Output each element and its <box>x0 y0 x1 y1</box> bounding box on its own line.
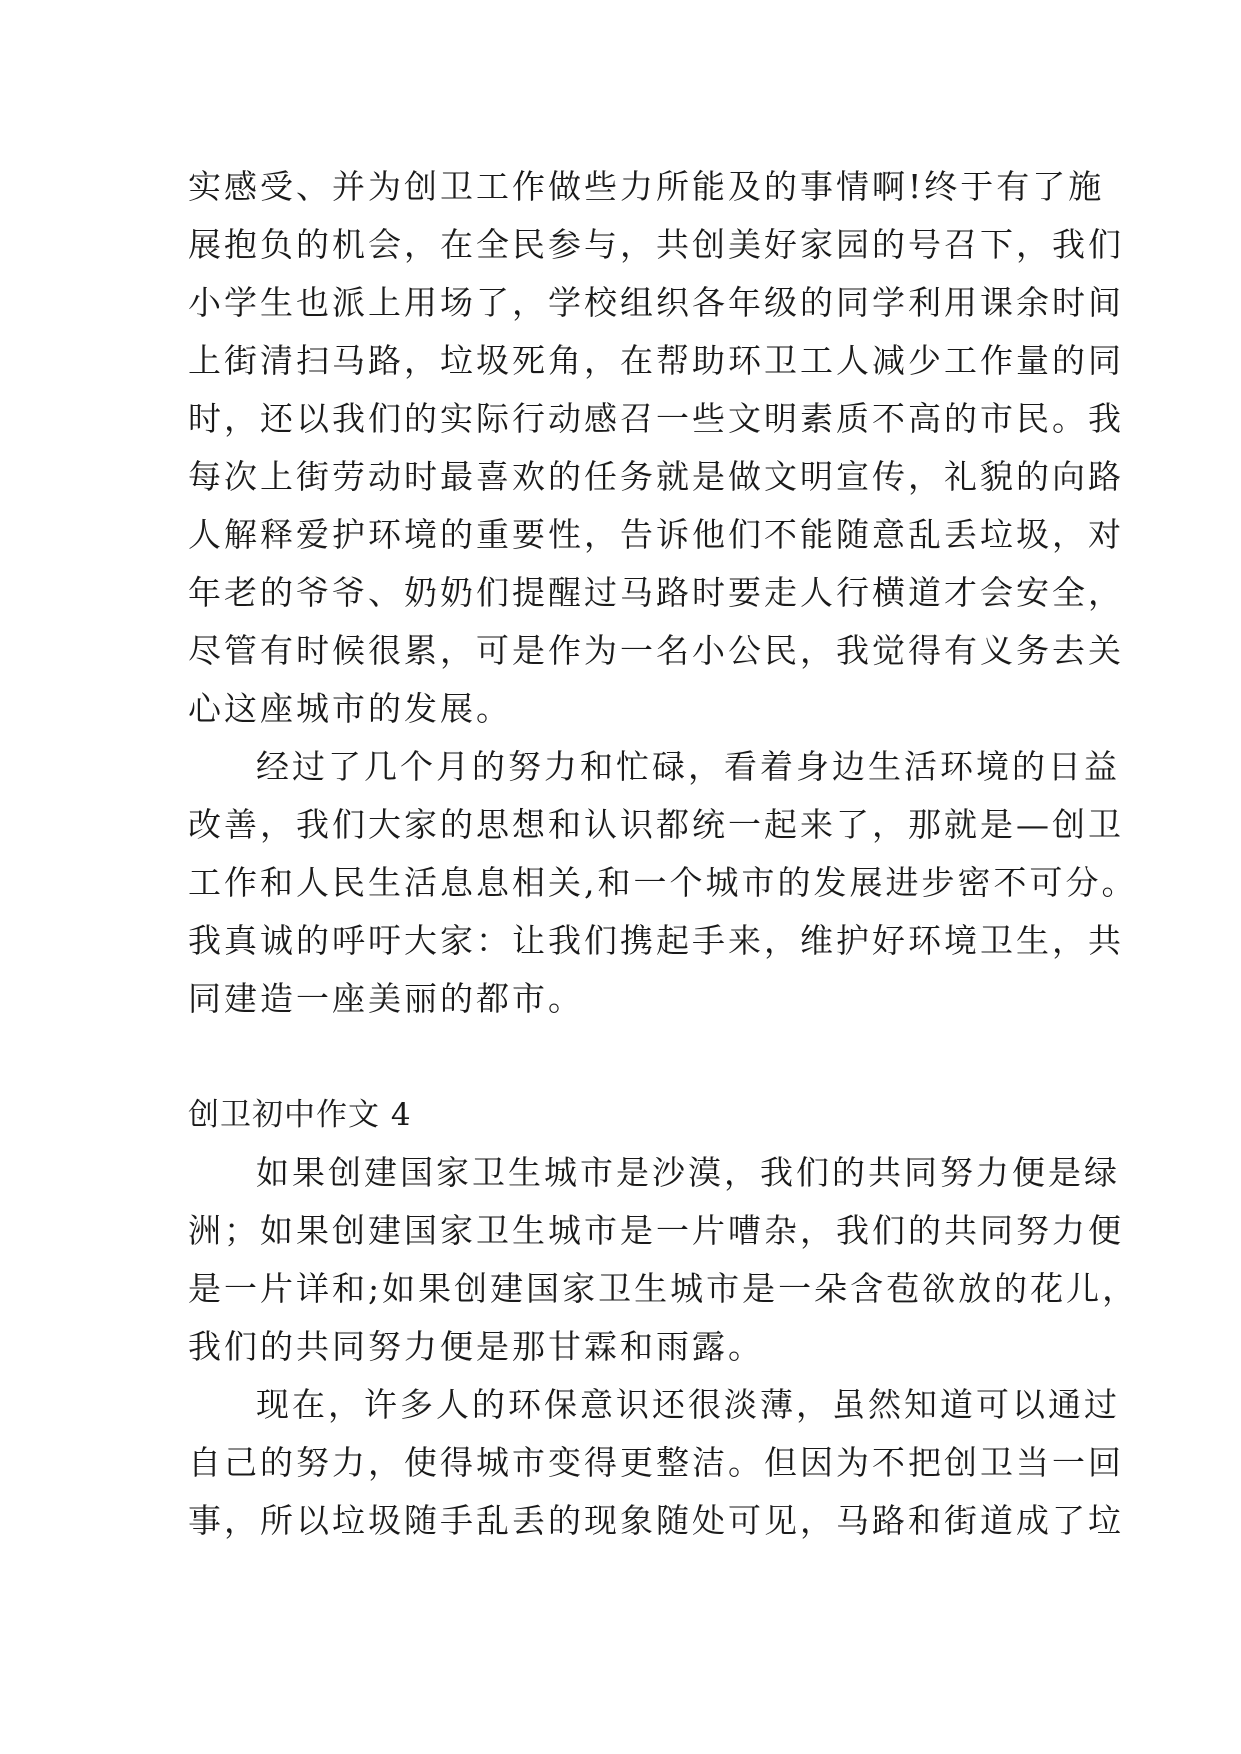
document-page <box>188 158 1139 1550</box>
text-line: 经过了几个月的努力和忙碌，看着身边生活环境的日益 <box>256 747 1120 786</box>
text-line: 是一片详和;如果创建国家卫生城市是一朵含苞欲放的花儿， <box>188 1269 1139 1308</box>
text-line: 年老的爷爷、奶奶们提醒过马路时要走人行横道才会安全， <box>188 573 1124 612</box>
paragraph-4 <box>188 1376 1124 1550</box>
text-line: 每次上街劳动时最喜欢的任务就是做文明宣传，礼貌的向路 <box>188 457 1124 496</box>
text-line: 小学生也派上用场了，学校组织各年级的同学利用课余时间 <box>188 283 1124 322</box>
text-line: 人解释爱护环境的重要性，告诉他们不能随意乱丢垃圾，对 <box>188 515 1124 554</box>
text-line: 自己的努力，使得城市变得更整洁。但因为不把创卫当一回 <box>188 1443 1124 1482</box>
text-line: 工作和人民生活息息相关,和一个城市的发展进步密不可分。 <box>188 863 1138 902</box>
text-line: 同建造一座美丽的都市。 <box>188 979 584 1018</box>
text-line: 我真诚的呼吁大家：让我们携起手来，维护好环境卫生，共 <box>188 921 1124 960</box>
paragraph-2 <box>188 738 1138 1028</box>
text-line: 展抱负的机会，在全民参与，共创美好家园的号召下，我们 <box>188 225 1124 264</box>
text-line: 尽管有时候很累，可是作为一名小公民，我觉得有义务去关 <box>188 631 1124 670</box>
text-line: 时，还以我们的实际行动感召一些文明素质不高的市民。我 <box>188 399 1124 438</box>
text-line: 如果创建国家卫生城市是沙漠，我们的共同努力便是绿 <box>256 1153 1120 1192</box>
text-line: 改善，我们大家的思想和认识都统一起来了，那就是—创卫 <box>188 805 1124 844</box>
text-line: 现在，许多人的环保意识还很淡薄，虽然知道可以通过 <box>256 1385 1120 1424</box>
section-heading: 创卫初中作文 4 <box>188 1097 412 1133</box>
text-line: 我们的共同努力便是那甘霖和雨露。 <box>188 1327 764 1366</box>
text-line: 事，所以垃圾随手乱丢的现象随处可见，马路和街道成了垃 <box>188 1501 1124 1540</box>
text-line: 上街清扫马路，垃圾死角，在帮助环卫工人减少工作量的同 <box>188 341 1124 380</box>
paragraph-3 <box>188 1144 1139 1376</box>
paragraph-1 <box>188 158 1124 738</box>
text-line: 实感受、并为创卫工作做些力所能及的事情啊!终于有了施 <box>188 167 1105 206</box>
text-line: 洲；如果创建国家卫生城市是一片嘈杂，我们的共同努力便 <box>188 1211 1124 1250</box>
section-spacer <box>188 1028 1058 1086</box>
text-line: 心这座城市的发展。 <box>188 689 512 728</box>
